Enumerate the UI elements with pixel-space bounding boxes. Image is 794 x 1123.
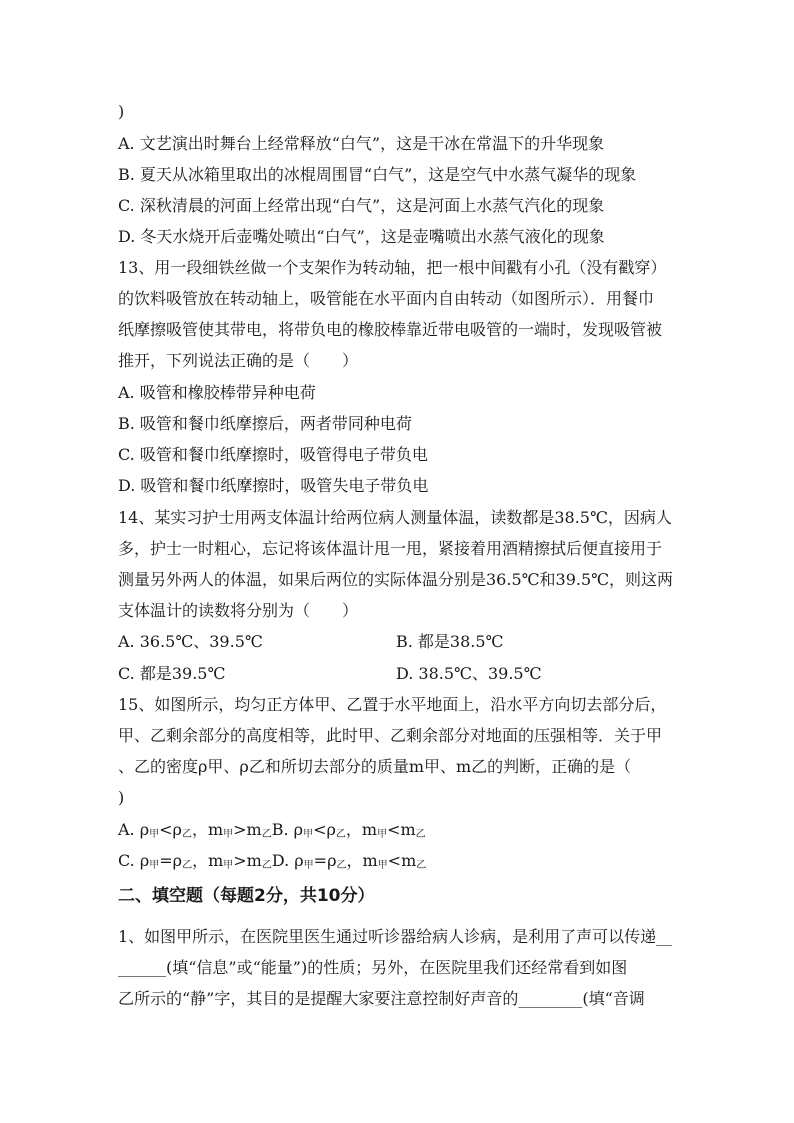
q15-option-d: D. $\rho_甲=\rho_乙$，$m_甲<m_乙$ xyxy=(271,851,427,871)
q14-stem-line: 测量另外两人的体温，如果后两位的实际体温分别是36.5℃和39.5℃，则这两 xyxy=(118,570,674,589)
fill1-stem-line: 1、如图甲所示，在医院里医生通过听诊器给病人诊病，是利用了声可以传递__ xyxy=(118,927,673,946)
q15-option-c: C. $\rho_甲=\rho_乙$，$m_甲>m_乙$ xyxy=(118,851,272,871)
q14-option-d: D. 38.5℃、39.5℃ xyxy=(396,664,542,683)
q13-stem-line: 推开，下列说法正确的是（ ） xyxy=(118,351,359,370)
q15-options-row1 xyxy=(118,820,426,845)
q15-stem-line: 甲、乙剩余部分的高度相等，此时甲、乙剩余部分对地面的压强相等．关于甲 xyxy=(118,726,663,745)
q15-stem-line: ) xyxy=(118,788,125,807)
q14-option-c: C. 都是39.5℃ xyxy=(118,664,226,683)
q15-stem-line: 15、如图所示，均匀正方体甲、乙置于水平地面上，沿水平方向切去部分后， xyxy=(118,695,667,714)
q13-option-c: C. 吸管和餐巾纸摩擦时，吸管得电子带负电 xyxy=(118,445,428,464)
q12-option-a: A. 文艺演出时舞台上经常释放“白气”，这是干冰在常温下的升华现象 xyxy=(118,134,605,153)
q12-tail: ) xyxy=(118,102,125,121)
q13-stem-line: 13、用一段细铁丝做一个支架作为转动轴，把一根中间戳有小孔（没有戳穿） xyxy=(118,258,667,277)
q13-option-d: D. 吸管和餐巾纸摩擦时，吸管失电子带负电 xyxy=(118,476,429,495)
q15-stem-line: 、乙的密度ρ甲、ρ乙和所切去部分的质量m甲、m乙的判断，正确的是（ xyxy=(118,757,632,776)
fill1-stem-line: ______(填“信息”或“能量”)的性质；另外，在医院里我们还经常看到如图 xyxy=(118,958,628,977)
q15-option-b: B. $\rho_甲<\rho_乙$，$m_甲<m_乙$ xyxy=(271,820,426,840)
q15-options-row2 xyxy=(118,851,426,876)
q14-stem-line: 多，护士一时粗心，忘记将该体温计甩一甩，紧接着用酒精擦拭后便直接用于 xyxy=(118,539,663,558)
q13-option-b: B. 吸管和餐巾纸摩擦后，两者带同种电荷 xyxy=(118,414,412,433)
q12-option-d: D. 冬天水烧开后壶嘴处喷出“白气”，这是壶嘴喷出水蒸气液化的现象 xyxy=(118,227,605,246)
q15-option-a: A. $\rho_甲<\rho_乙$，$m_甲>m_乙$ xyxy=(118,820,272,840)
section-title: 二、填空题（每题2分，共10分） xyxy=(118,886,375,906)
q13-option-a: A. 吸管和橡胶棒带异种电荷 xyxy=(118,383,316,402)
q14-stem-line: 支体温计的读数将分别为（ ） xyxy=(118,601,359,620)
q13-stem-line: 纸摩擦吸管使其带电，将带负电的橡胶棒靠近带电吸管的一端时，发现吸管被 xyxy=(118,320,663,339)
q14-stem-line: 14、某实习护士用两支体温计给两位病人测量体温，读数都是38.5℃，因病人 xyxy=(118,508,672,527)
q14-option-b: B. 都是38.5℃ xyxy=(396,632,504,651)
fill1-stem-line: 乙所示的“静”字，其目的是提醒大家要注意控制好声音的________(填“音调 xyxy=(118,989,645,1008)
q14-option-a: A. 36.5℃、39.5℃ xyxy=(118,632,263,651)
q12-option-c: C. 深秋清晨的河面上经常出现“白气”，这是河面上水蒸气汽化的现象 xyxy=(118,196,605,215)
q13-stem-line: 的饮料吸管放在转动轴上，吸管能在水平面内自由转动（如图所示）．用餐巾 xyxy=(118,289,655,308)
q12-option-b: B. 夏天从冰箱里取出的冰棍周围冒“白气”，这是空气中水蒸气凝华的现象 xyxy=(118,165,637,184)
